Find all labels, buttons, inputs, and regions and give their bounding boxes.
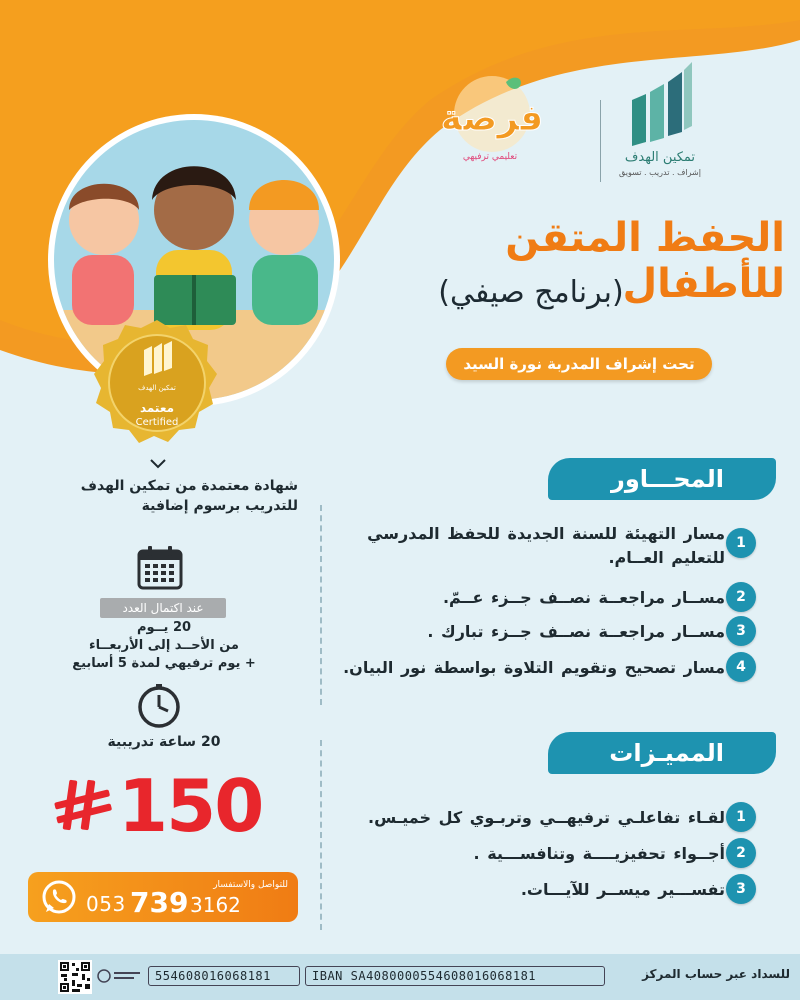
features-item-3: تفســـير ميســر للآيـــات. xyxy=(520,880,725,899)
features-item-2-number: 2 xyxy=(726,838,756,868)
riyal-currency-icon xyxy=(52,778,114,836)
axes-item-4: مسار تصحيح وتقويم التلاوة بواسطة نور البيان. xyxy=(343,658,725,677)
qr-code-icon[interactable] xyxy=(58,960,92,994)
contact-phone-mid[interactable]: 739 xyxy=(130,886,189,919)
features-item-3-number: 3 xyxy=(726,874,756,904)
bank-logo-icon xyxy=(96,964,144,988)
features-item-1-number: 1 xyxy=(726,802,756,832)
chevron-down-icon xyxy=(149,458,167,470)
badge-ar-text: معتمد xyxy=(139,401,175,415)
features-header: المميـزات xyxy=(548,732,776,774)
axes-item-3: مســار مراجعــة نصــف جــزء تبارك . xyxy=(427,622,725,641)
axes-item-2-number: 2 xyxy=(726,582,756,612)
badge-en-text: Certified xyxy=(135,417,179,428)
axes-item-1-number: 1 xyxy=(726,528,756,558)
clock-icon xyxy=(136,684,182,730)
column-separator xyxy=(320,740,322,930)
axes-item-1: مسار التهيئة للسنة الجديدة للحفظ المدرسي للتعليم العــام. xyxy=(367,524,725,567)
contact-phone-prefix[interactable]: 053 xyxy=(86,892,126,916)
logo-divider xyxy=(600,100,601,182)
forsa-logo xyxy=(440,70,544,154)
certificate-note: شهادة معتمدة من تمكين الهدف للتدريب برسوم إضافية xyxy=(80,478,298,514)
iban-number[interactable]: IBAN SA4080000554608016068181 xyxy=(305,966,605,986)
column-separator xyxy=(320,505,322,705)
schedule-extra: + يوم ترفيهي لمدة 5 أسابيع xyxy=(72,656,256,671)
axes-header: المحـــاور xyxy=(548,458,776,500)
axes-item-3-number: 3 xyxy=(726,616,756,646)
supervisor-pill: تحت إشراف المدربة نورة السيد xyxy=(446,348,712,380)
training-hours: 20 ساعة تدريبية xyxy=(107,734,221,750)
contact-label: للتواصل والاستفسار xyxy=(213,880,288,890)
duration-pill: عند اكتمال العدد xyxy=(100,598,226,618)
tamkeen-logo-icon xyxy=(626,60,696,148)
whatsapp-icon[interactable] xyxy=(40,878,78,916)
axes-item-2: مســار مراجعــة نصــف جــزء عــمّ. xyxy=(442,588,725,607)
price-amount: 150 xyxy=(118,764,263,848)
tamkeen-logo-name: تمكين الهدف xyxy=(624,150,696,165)
account-number[interactable]: 554608016068181 xyxy=(148,966,300,986)
page-subtitle: (برنامج صيفي) xyxy=(438,275,624,310)
contact-phone-end[interactable]: 3162 xyxy=(190,893,241,917)
tamkeen-logo-tagline: إشراف . تدريب . تسويق xyxy=(619,168,701,177)
price-currency xyxy=(52,838,53,839)
schedule-days: 20 يــوم xyxy=(136,620,192,635)
page-title: الحفظ المتقن للأطفال xyxy=(505,215,785,307)
features-item-1: لقـاء تفاعلـي ترفيهــي وتربـوي كل خميـس. xyxy=(368,808,725,827)
schedule-weekdays: من الأحــد إلى الأربعــاء xyxy=(89,638,239,653)
certified-badge xyxy=(92,318,222,448)
badge-org-text: تمكين الهدف xyxy=(138,384,176,392)
axes-item-4-number: 4 xyxy=(726,652,756,682)
features-item-2: أجــواء تحفيزيــــة وتنافســـية . xyxy=(473,844,725,863)
forsa-logo-text: فرصة xyxy=(440,98,544,139)
footer-label: للسداد عبر حساب المركز xyxy=(642,967,790,981)
calendar-icon xyxy=(136,544,184,592)
forsa-logo-tagline: تعليمي ترفيهي xyxy=(462,152,518,162)
